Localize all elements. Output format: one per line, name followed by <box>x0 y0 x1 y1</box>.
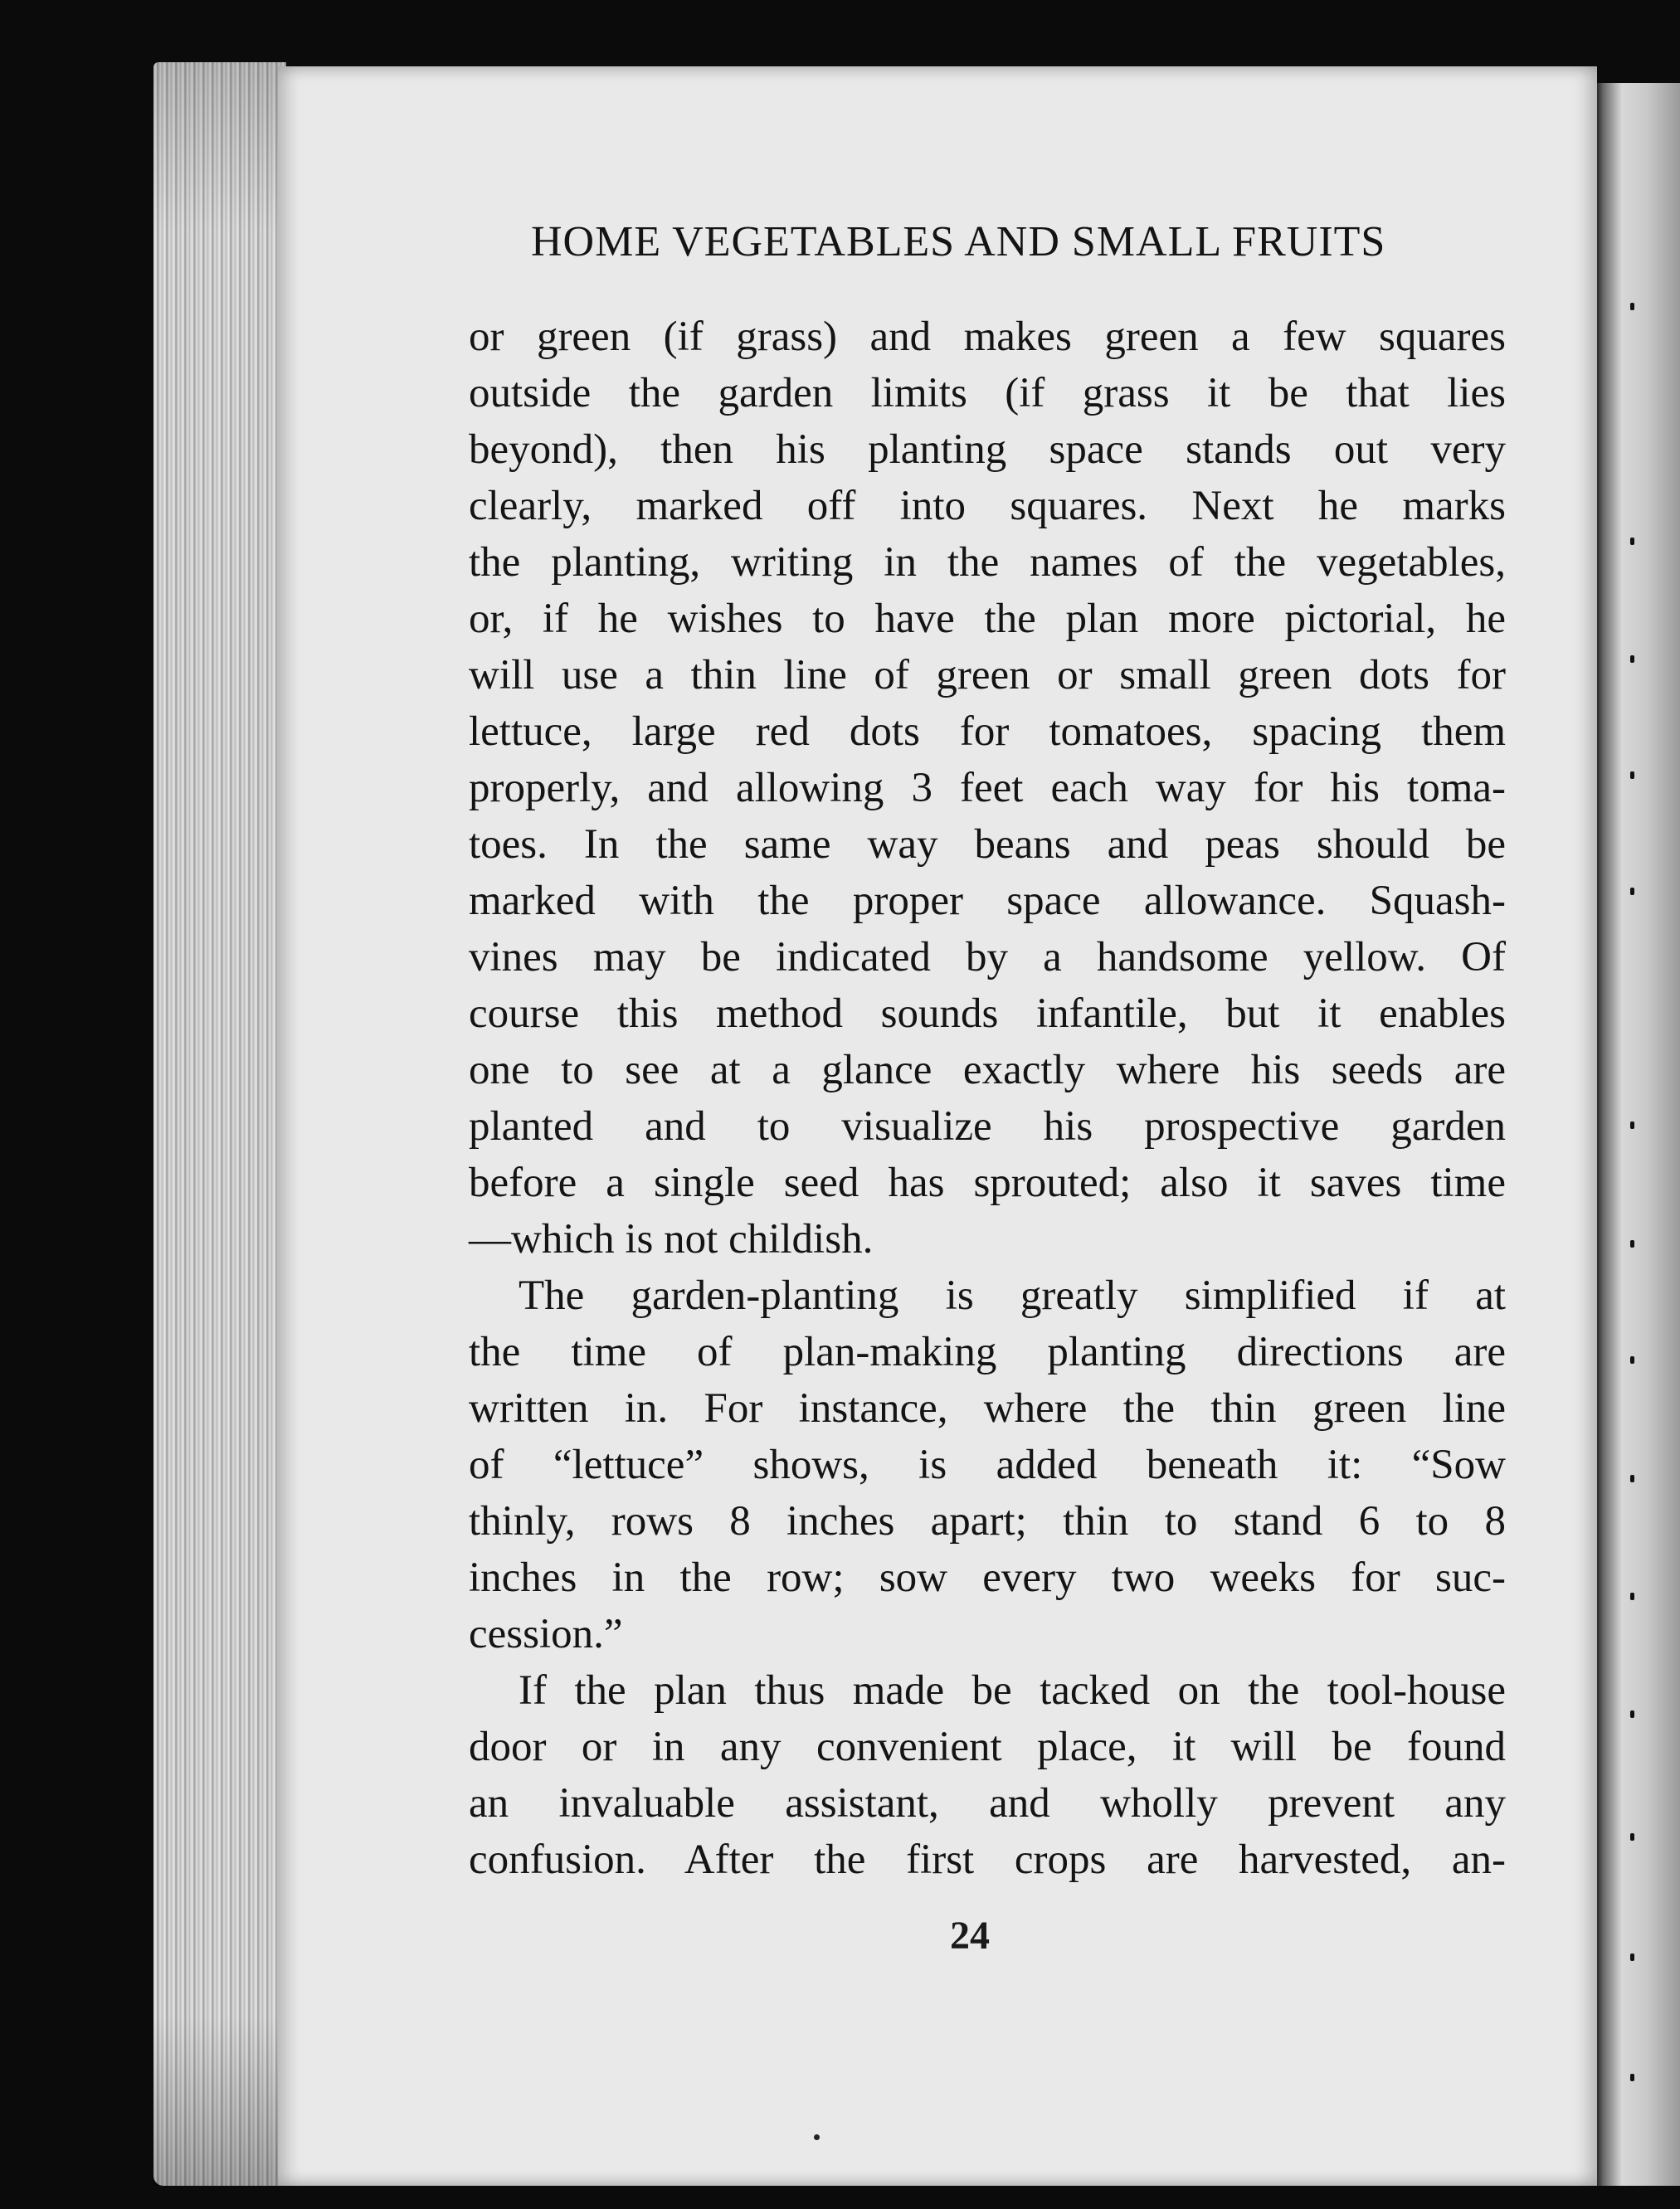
text-line: vines may be indicated by a handsome yellow. Of <box>469 934 1506 980</box>
edge-mark <box>1630 1710 1634 1718</box>
text-line: of “lettuce” shows, is added beneath it: “Sow <box>469 1442 1506 1488</box>
text-line: or, if he wishes to have the plan more pictorial, he <box>469 596 1506 642</box>
page-number: 24 <box>950 1914 990 1958</box>
text-line: or green (if grass) and makes green a few squares <box>469 314 1506 360</box>
running-head: HOME VEGETABLES AND SMALL FRUITS <box>531 218 1386 265</box>
text-line: one to see at a glance exactly where his seeds are <box>469 1047 1506 1093</box>
text-line: door or in any convenient place, it will be found <box>469 1724 1506 1770</box>
text-line: —which is not childish. <box>469 1216 874 1263</box>
text-line: before a single seed has sprouted; also it saves time <box>469 1160 1506 1206</box>
paragraph-3 <box>469 1662 1506 1888</box>
text-line: The garden-planting is greatly simplified if at <box>519 1272 1506 1319</box>
text-line: properly, and allowing 3 feet each way for his toma- <box>469 765 1506 811</box>
edge-mark <box>1630 1122 1634 1129</box>
edge-mark <box>1630 303 1634 310</box>
text-line: planted and to visualize his prospective garden <box>469 1103 1506 1150</box>
text-line: inches in the row; sow every two weeks for suc- <box>469 1555 1506 1601</box>
text-line: toes. In the same way beans and peas should be <box>469 821 1506 868</box>
text-line: thinly, rows 8 inches apart; thin to stand 6 to 8 <box>469 1498 1506 1545</box>
edge-mark <box>1630 771 1634 779</box>
text-line: marked with the proper space allowance. Squash- <box>469 878 1506 924</box>
text-line: will use a thin line of green or small green dots for <box>469 652 1506 698</box>
stacked-page-edges <box>153 62 286 2186</box>
edge-mark <box>1630 2074 1634 2081</box>
text-line: the planting, writing in the names of the vegetables, <box>469 539 1506 586</box>
text-line: the time of plan-making planting directions are <box>469 1329 1506 1375</box>
paragraph-2 <box>469 1267 1506 1662</box>
text-line: lettuce, large red dots for tomatoes, spacing them <box>469 708 1506 755</box>
edge-mark <box>1630 1240 1634 1248</box>
speck-mark <box>814 2134 820 2140</box>
edge-mark <box>1630 538 1634 545</box>
text-line: an invaluable assistant, and wholly prevent any <box>469 1780 1506 1827</box>
text-line: beyond), then his planting space stands out very <box>469 426 1506 473</box>
right-page-edge <box>1597 83 1680 2186</box>
text-line: written in. For instance, where the thin green line <box>469 1385 1506 1432</box>
edge-mark <box>1630 1356 1634 1364</box>
text-line: course this method sounds infantile, but it enables <box>469 990 1506 1037</box>
edge-mark <box>1630 655 1634 663</box>
text-line: outside the garden limits (if grass it be that lies <box>469 370 1506 416</box>
edge-mark <box>1630 1593 1634 1600</box>
text-line: confusion. After the first crops are harvested, an- <box>469 1837 1506 1883</box>
text-line: clearly, marked off into squares. Next he marks <box>469 483 1506 529</box>
edge-mark <box>1630 1833 1634 1841</box>
edge-mark <box>1630 1475 1634 1482</box>
text-line: If the plan thus made be tacked on the tool-house <box>519 1667 1506 1714</box>
body-text <box>469 309 1506 1888</box>
text-line: cession.” <box>469 1611 623 1657</box>
paragraph-1 <box>469 309 1506 1267</box>
edge-mark <box>1630 1954 1634 1961</box>
edge-mark <box>1630 888 1634 895</box>
